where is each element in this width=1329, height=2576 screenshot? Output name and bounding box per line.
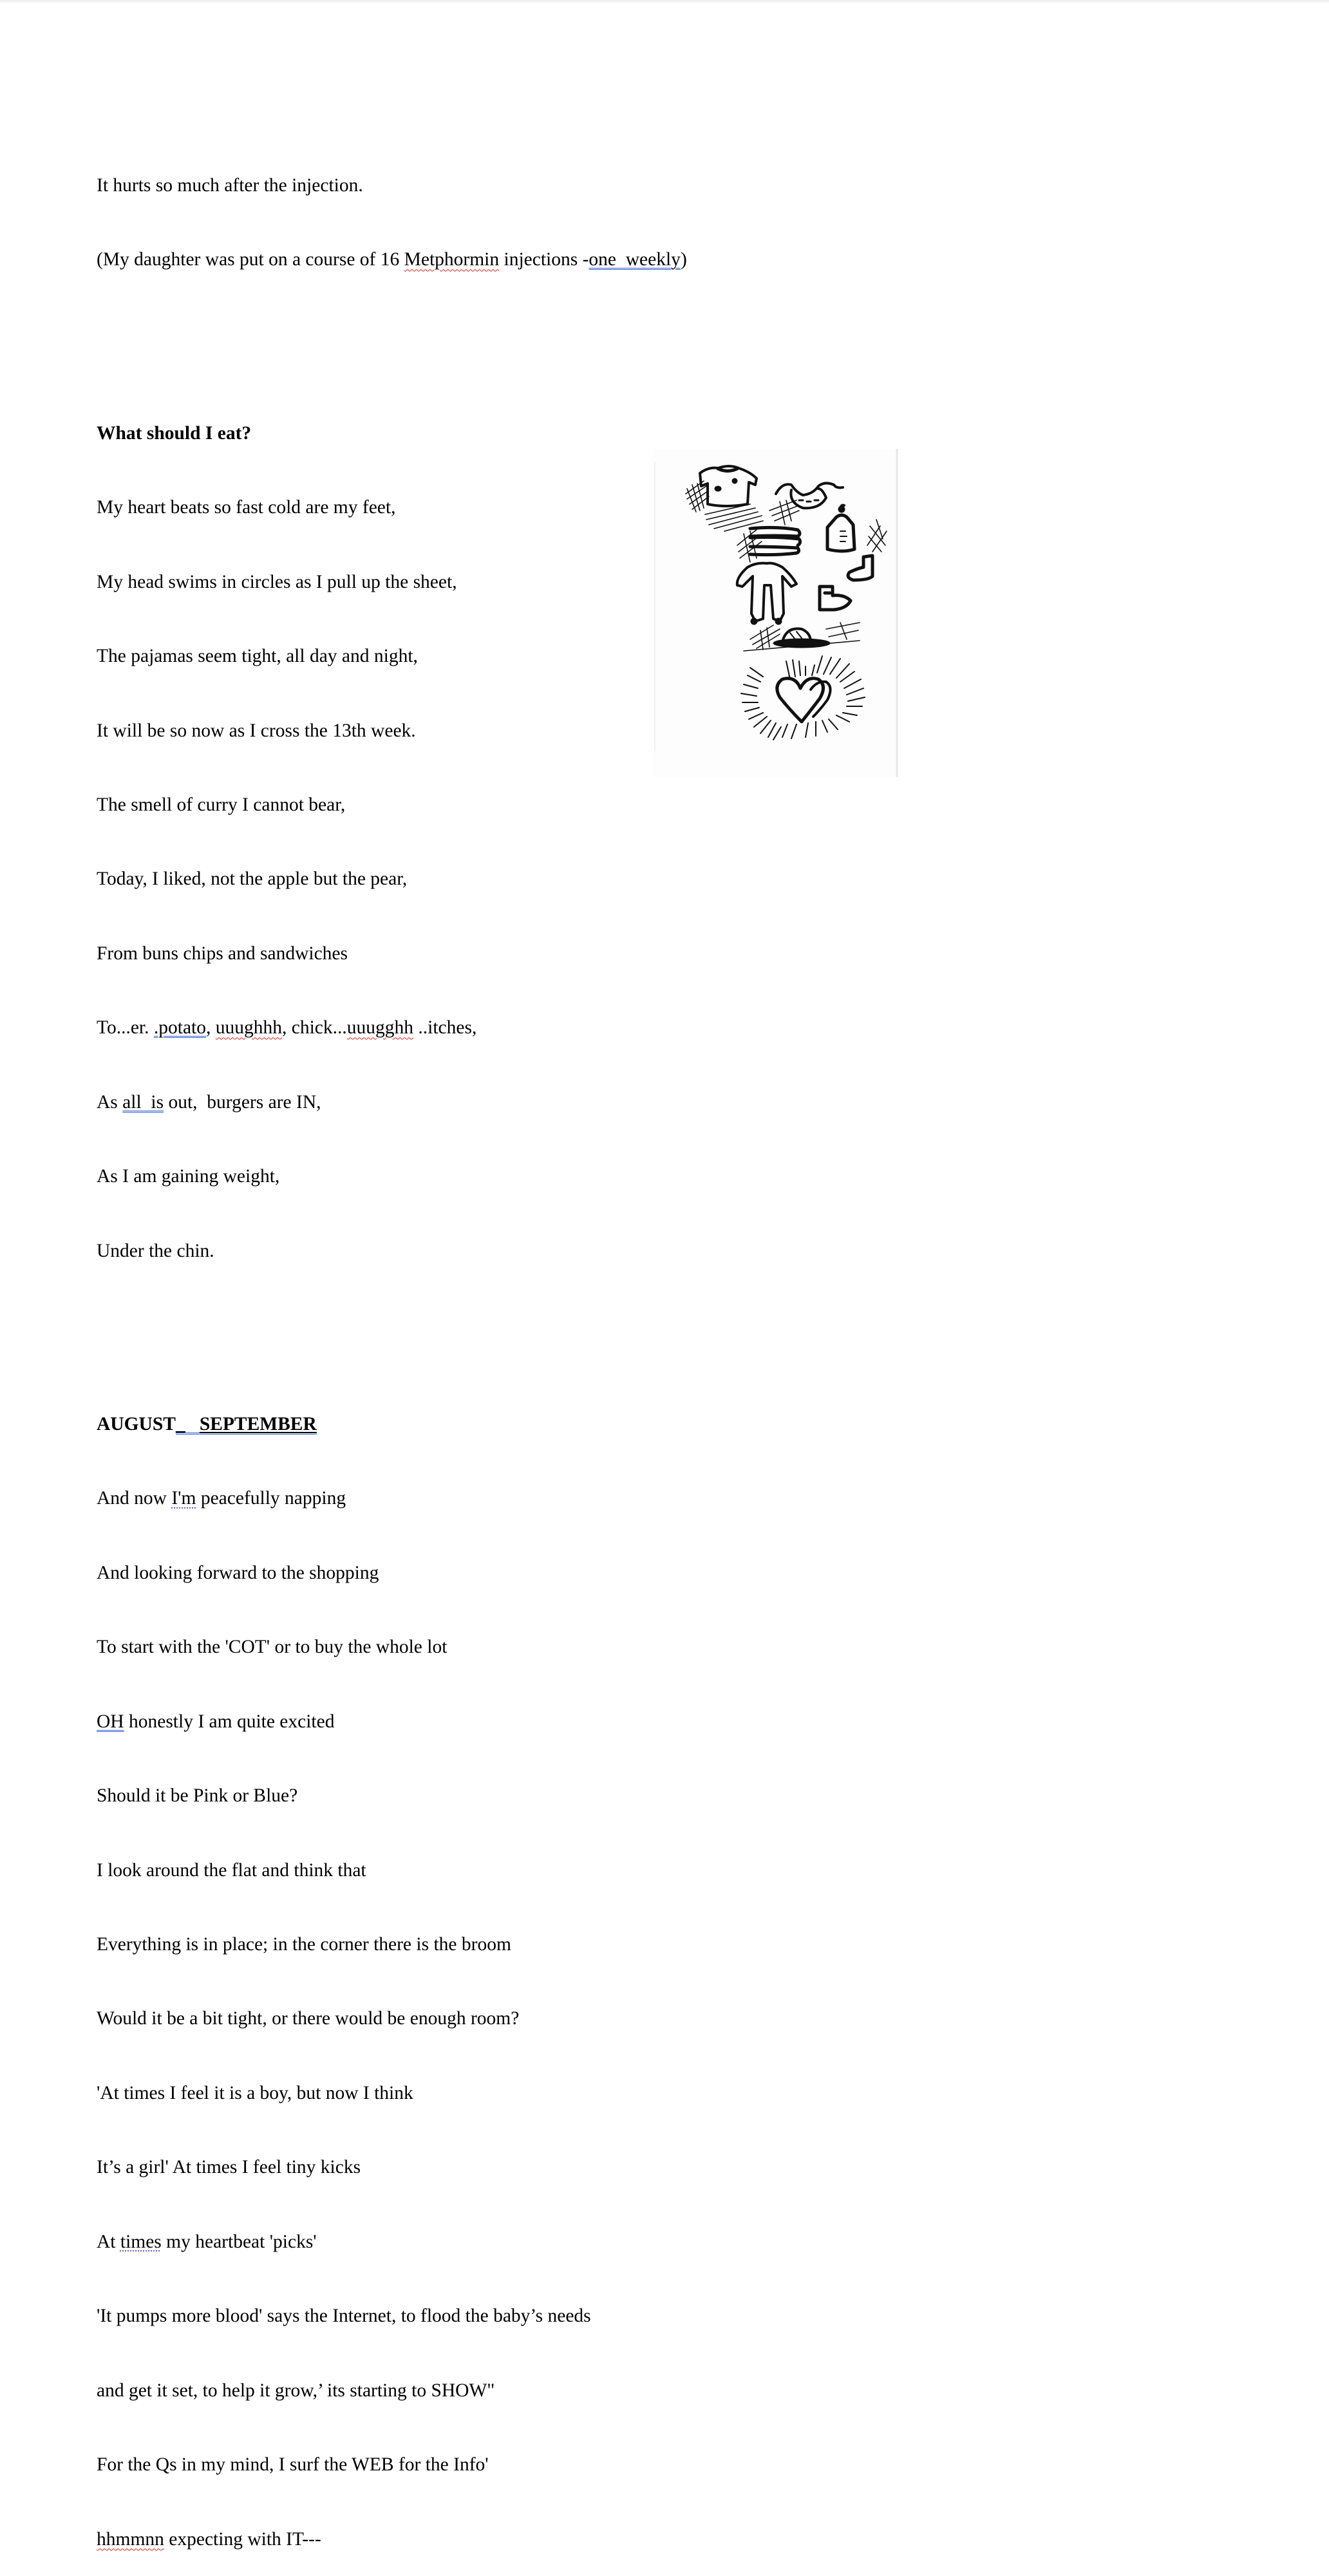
text-run: injections - — [499, 249, 589, 270]
poem-line — [97, 2527, 687, 2552]
poem-line: The smell of curry I cannot bear, — [97, 794, 346, 815]
poem-line: To start with the 'COT' or to buy the whole lot — [97, 1637, 448, 1658]
poem-line — [97, 1709, 687, 1734]
heading-underscore: _ — [175, 1413, 185, 1434]
spelling-flag[interactable]: uuughhh — [215, 1017, 282, 1039]
section-heading-what-should-i-eat: What should I eat? — [97, 422, 252, 444]
text-run: To...er. — [97, 1017, 154, 1039]
feeding-bottle-icon — [827, 505, 854, 551]
baby-items-illustration[interactable] — [654, 449, 900, 777]
poem-line: and get it set, to help it grow,’ its starting to SHOW" — [97, 2380, 495, 2401]
text-run: At — [97, 2231, 120, 2252]
onesie-icon — [737, 563, 796, 625]
heading-run: SEPTEMBER — [199, 1413, 317, 1434]
bootie-icon — [820, 587, 851, 610]
heading-run: AUGUST — [97, 1413, 176, 1434]
poem-line: From buns chips and sandwiches — [97, 943, 348, 964]
spelling-flag[interactable]: hhmmnn — [97, 2528, 164, 2550]
grammar-flag[interactable] — [176, 1414, 317, 1434]
grammar-flag[interactable]: .potato — [153, 1017, 206, 1039]
blank-line — [97, 1313, 687, 1337]
grammar-flag[interactable]: one weekly — [589, 249, 681, 270]
text-run: expecting with IT--- — [164, 2528, 321, 2550]
poem-line: As I am gaining weight, — [97, 1166, 280, 1187]
poem-line — [97, 1486, 687, 1510]
double-heart-burst-icon — [741, 656, 865, 740]
poem-line: The pajamas seem tight, all day and night, — [97, 646, 418, 667]
text-run: honestly I am quite excited — [124, 1711, 335, 1732]
section-heading-august-september — [97, 1412, 687, 1436]
text-run: my heartbeat 'picks' — [161, 2231, 317, 2252]
text-run: (My daughter was put on a course of 16 — [97, 249, 404, 270]
text-run: And now — [97, 1488, 172, 1509]
grammar-flag[interactable]: OH — [97, 1711, 124, 1732]
style-flag[interactable]: times — [120, 2231, 162, 2252]
spelling-flag[interactable]: uuugghh — [346, 1017, 414, 1039]
poem-line: Today, I liked, not the apple but the pear, — [97, 869, 408, 890]
blank-line — [97, 322, 687, 346]
poem-line: And looking forward to the shopping — [97, 1562, 379, 1583]
poem-line: It’s a girl' At times I feel tiny kicks — [97, 2157, 361, 2178]
poem-line — [97, 1015, 687, 1040]
poem-line — [97, 2230, 687, 2254]
baby-shirt-icon — [700, 466, 757, 506]
sock-icon — [848, 556, 872, 580]
text-run: peacefully napping — [196, 1488, 346, 1509]
page-top-shadow — [0, 0, 1329, 4]
document-body[interactable] — [97, 124, 687, 2576]
text-run: ..itches, — [413, 1017, 477, 1039]
folded-clothes-icon — [750, 527, 800, 554]
sun-hat-icon — [744, 623, 860, 651]
intro-line-2 — [97, 247, 687, 272]
poem-line: It will be so now as I cross the 13th week. — [97, 720, 416, 741]
poem-line: For the Qs in my mind, I surf the WEB for the Info' — [97, 2454, 489, 2476]
heading-spaces — [185, 1414, 200, 1434]
poem-line: I look around the flat and think that — [97, 1859, 366, 1881]
poem-line: Under the chin. — [97, 1240, 214, 1261]
text-run: As — [97, 1091, 123, 1113]
poem-line: My head swims in circles as I pull up the sheet, — [97, 571, 457, 592]
text-run: , — [206, 1017, 216, 1039]
poem-line: 'It pumps more blood' says the Internet, to flood the baby’s needs — [97, 2306, 591, 2327]
poem-line: Everything is in place; in the corner there is the broom — [97, 1934, 511, 1955]
poem-line: Should it be Pink or Blue? — [97, 1785, 298, 1807]
text-run: ) — [680, 249, 687, 270]
poem-line: My heart beats so fast cold are my feet, — [97, 497, 396, 518]
text-run: out, burgers are IN, — [164, 1091, 321, 1113]
spelling-flag[interactable]: Metphormin — [404, 249, 500, 270]
intro-line-1: It hurts so much after the injection. — [97, 174, 363, 196]
grammar-flag[interactable]: all is — [122, 1091, 164, 1113]
crosshatch-icon — [686, 481, 887, 562]
style-flag[interactable]: I'm — [171, 1488, 196, 1509]
poem-line — [97, 1090, 687, 1114]
poem-line: Would it be a bit tight, or there would be enough room? — [97, 2008, 520, 2029]
text-run: , chick... — [282, 1017, 347, 1039]
poem-line: 'At times I feel it is a boy, but now I think — [97, 2082, 413, 2103]
sketch-canvas — [654, 449, 900, 777]
